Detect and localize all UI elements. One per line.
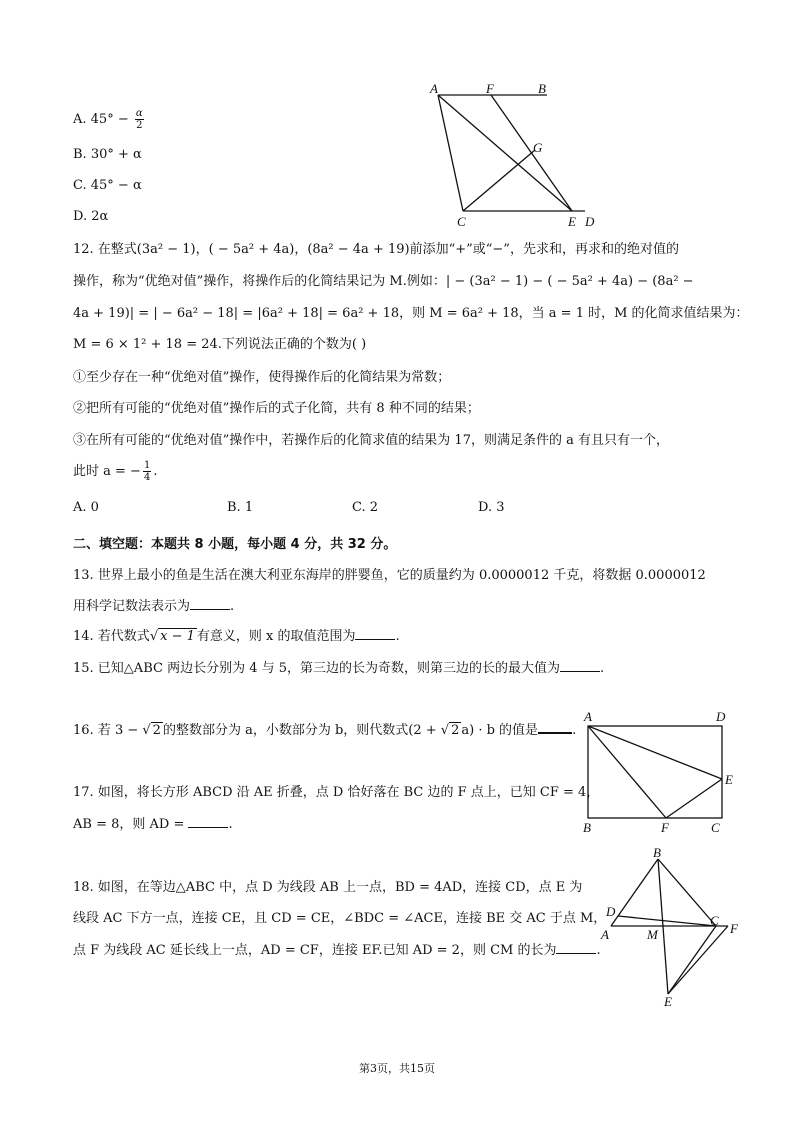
q18-line-1: 18. 如图，在等边△ABC 中，点 D 为线段 AB 上一点，BD = 4AD，连接 CD，点 E 为 (73, 880, 583, 895)
answer-blank[interactable] (188, 815, 228, 828)
fig11-label-g: G (533, 140, 543, 155)
q13-line-1: 13. 世界上最小的鱼是生活在澳大利亚东海岸的胖婴鱼，它的质量约为 0.0000012 千克，将数据 0.0000012 (73, 568, 706, 583)
fig18-label-m: M (647, 927, 658, 942)
fig11-label-e: E (568, 214, 576, 229)
fig18-label-e: E (664, 994, 672, 1008)
fig11-label-c: C (457, 214, 466, 229)
q11-option-b: B. 30° + α (73, 147, 142, 162)
q12-option-c: C. 2 (352, 500, 379, 515)
q11-option-a: A. 45° − $\frac{\alpha}{2}$ (73, 108, 143, 131)
fig11-label-b: B (538, 81, 546, 96)
q12-option-d: D. 3 (478, 500, 505, 515)
q12-statement-1: ①至少存在一种“优绝对值”操作，使得操作后的化简结果为常数； (73, 370, 451, 385)
fig11-label-d: D (585, 214, 595, 229)
q18-line-3: 点 F 为线段 AC 延长线上一点，AD = CF，连接 EF.已知 AD = 2，则 CM 的长为 . (73, 943, 601, 958)
q12-line-2: 操作，称为“优绝对值”操作，将操作后的化简结果记为 M.例如：| − (3a² − 1) − ( − 5a² + 4a) − (8a² − (73, 274, 694, 289)
fig11-label-a: A (430, 81, 438, 96)
q12-statement-3-cont: 此时 a = − $\frac{1}{4}$ . (73, 460, 158, 483)
answer-blank[interactable] (560, 659, 600, 672)
q17-line-1: 17. 如图，将长方形 ABCD 沿 AE 折叠，点 D 恰好落在 BC 边的 F 点上，已知 CF = 4， (73, 785, 600, 800)
fig18-label-c: C (710, 913, 719, 928)
fig17-label-c: C (711, 820, 720, 835)
figure-q17 (578, 704, 743, 836)
q11-option-d: D. 2α (73, 209, 109, 224)
fig17-label-e: E (725, 772, 733, 787)
figure-q11 (425, 78, 605, 230)
q13-line-2: 用科学记数法表示为 . (73, 599, 235, 614)
q12-statement-3: ③在所有可能的“优绝对值”操作中，若操作后的化简求值的结果为 17，则满足条件的 a 有且只有一个， (73, 433, 669, 448)
q15-line: 15. 已知△ABC 两边长分别为 4 与 5，第三边的长为奇数，则第三边的长的最大值为 . (73, 661, 605, 676)
answer-blank[interactable] (556, 941, 596, 954)
q12-line-1: 12. 在整式(3a² − 1)，( − 5a² + 4a)，(8a² − 4a + 19)前添加“+”或“−”，先求和，再求和的绝对值的 (73, 242, 679, 257)
q12-line-4: M = 6 × 1² + 18 = 24.下列说法正确的个数为( ) (73, 337, 367, 352)
q16-line: 16. 若 3 − √ 2 的整数部分为 a，小数部分为 b，则代数式(2 + √ 2 a) · b 的值是 . (73, 719, 576, 738)
fig18-label-a: A (601, 927, 609, 942)
fig18-label-d: D (606, 904, 616, 919)
q12-line-3: 4a + 19)| = | − 6a² − 18| = |6a² + 18| = 6a² + 18，则 M = 6a² + 18，当 a = 1 时，M 的化简求值结果为： (73, 306, 749, 321)
section-heading: 二、填空题：本题共 8 小题，每小题 4 分，共 32 分。 (73, 537, 397, 552)
q14-line: 14. 若代数式√ x − 1 有意义，则 x 的取值范围为 . (73, 629, 400, 644)
q12-option-b: B. 1 (227, 500, 254, 515)
q12-option-a: A. 0 (73, 500, 99, 515)
page-footer: 第3页，共15页 (359, 1062, 435, 1075)
q11-option-c: C. 45° − α (73, 178, 142, 193)
figure-q18 (598, 846, 748, 1008)
answer-blank[interactable] (538, 720, 572, 734)
fig18-label-b: B (653, 846, 661, 860)
fig17-label-d: D (716, 709, 726, 724)
q18-line-2: 线段 AC 下方一点，连接 CE，且 CD = CE，∠BDC = ∠ACE，连接 BE 交 AC 于点 M， (73, 911, 607, 926)
q17-line-2: AB = 8，则 AD = . (73, 817, 233, 832)
answer-blank[interactable] (190, 597, 230, 610)
fig17-label-b: B (583, 820, 591, 835)
q12-statement-2: ②把所有可能的“优绝对值”操作后的式子化简，共有 8 种不同的结果； (73, 401, 480, 416)
fig17-label-a: A (584, 709, 592, 724)
answer-blank[interactable] (355, 627, 395, 640)
fig18-label-f: F (730, 921, 738, 936)
fig17-label-f: F (661, 820, 669, 835)
fig11-label-f: F (486, 81, 494, 96)
